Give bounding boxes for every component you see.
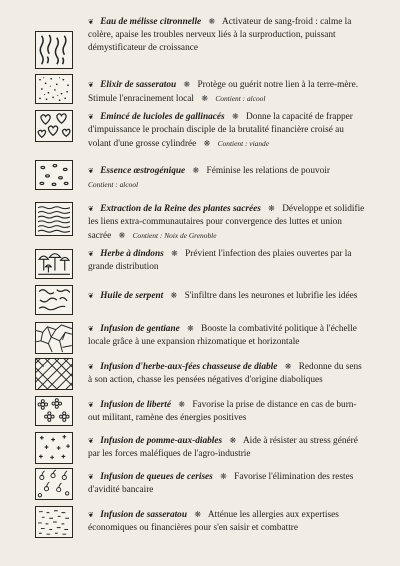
star-separator-icon: ❋	[170, 291, 178, 300]
cracked-cells-icon	[35, 322, 73, 354]
remedy-content-note: Contient : alcool	[88, 180, 139, 190]
bullet-icon: ❦	[88, 113, 94, 121]
remedy-name: Essence œstrogénique	[100, 166, 186, 176]
remedy-name: Infusion d'herbe-aux-fées chasseuse de diable	[100, 362, 278, 372]
remedy-name: Emincé de lucioles de gallinacés	[100, 112, 225, 122]
remedy-description: Développe et solidifie les liens extra-communautaires pour convergence des luttes et union sacrée	[88, 204, 365, 242]
scattered-seeds-icon	[35, 160, 73, 190]
flowers-pattern-icon	[35, 396, 73, 426]
remedy-description: S'infiltre dans les neurones et lubrifie les idées	[184, 291, 358, 301]
bullet-icon: ❦	[88, 292, 94, 300]
bullet-icon: ❦	[88, 205, 94, 213]
remedy-description: Favorise l'élimination des restes d'avidité bancaire	[88, 472, 354, 496]
bullet-icon: ❦	[88, 401, 94, 409]
star-separator-icon: ❋	[171, 249, 178, 258]
remedy-name: Eau de mélisse citronnelle	[100, 17, 202, 27]
cherries-pattern-icon	[35, 468, 73, 500]
hearts-pattern-icon	[35, 110, 73, 142]
remedy-description: Activateur de sang-froid : calme la colère, apaise les troubles nerveux liés à la surproduction, puissant démystificateur de croissance	[88, 17, 352, 54]
star-separator-icon: ❋	[183, 80, 191, 89]
remedy-content-note: Contient : alcool	[215, 94, 266, 104]
star-separator-icon: ❋	[178, 400, 186, 409]
star-separator-icon: ❋	[201, 94, 209, 104]
remedy-description: Aide à résister au stress généré par les forces maléfiques de l'agro-industrie	[88, 436, 358, 460]
bullet-icon: ❦	[88, 363, 94, 371]
remedy-content-note: Contient : viande	[217, 139, 269, 149]
remedy-description: Favorise la prise de distance en cas de burn-out militant, ramène des énergies positives	[88, 400, 357, 424]
star-separator-icon: ❋	[232, 112, 239, 121]
remedy-name: Infusion de liberté	[100, 400, 171, 410]
star-separator-icon: ❋	[220, 472, 227, 481]
remedy-name: Infusion de pomme-aux-diables	[100, 436, 223, 446]
star-separator-icon: ❋	[208, 17, 216, 26]
remedy-name: Infusion de gentiane	[100, 324, 180, 334]
star-separator-icon: ❋	[203, 139, 211, 149]
remedy-description: Booste la combativité politique à l'échelle locale grâce à une expansion rhizomatique et horizontale	[88, 324, 357, 348]
remedy-name: Infusion de queues de cerises	[100, 472, 213, 482]
remedy-description: Protège ou guérit notre lien à la terre-mère. Stimule l'enracinement local	[88, 80, 359, 105]
bullet-icon: ❦	[88, 250, 94, 258]
bullet-icon: ❦	[88, 325, 94, 333]
bullet-icon: ❦	[88, 437, 94, 445]
remedy-content-note: Contient : Noix de Grenoble	[132, 231, 217, 241]
bullet-icon: ❦	[88, 473, 94, 481]
star-separator-icon: ❋	[118, 231, 126, 241]
crosshatch-icon	[35, 358, 73, 390]
speckled-pattern-icon	[35, 74, 73, 104]
snakes-icon	[35, 285, 73, 315]
star-separator-icon: ❋	[284, 362, 292, 371]
wavy-lines-icon	[35, 31, 73, 69]
star-separator-icon: ❋	[192, 166, 200, 175]
remedy-description: Redonne du sens à son action, chasse les pensées négatives d'origine diaboliques	[88, 362, 362, 386]
bullet-icon: ❦	[88, 81, 94, 89]
remedy-description: Prévient l'infection des plaies ouvertes par la grande distribution	[88, 249, 352, 273]
star-separator-icon: ❋	[187, 324, 194, 333]
remedy-description: Atténue les allergies aux expertises économiques ou financières pour s'en saisir et combattre	[88, 510, 339, 534]
bullet-icon: ❦	[88, 167, 94, 175]
remedy-description: Féminise les relations de pouvoir	[206, 166, 330, 176]
bullet-icon: ❦	[88, 511, 94, 519]
dashes-pattern-icon	[35, 506, 73, 538]
remedy-description: Donne la capacité de frapper d'impuissance le prochain disciple de la brutalité financière croisé au volant d'une grosse cylindrée	[88, 112, 353, 150]
wavy-stripes-icon	[35, 202, 73, 236]
star-separator-icon: ❋	[268, 204, 275, 213]
remedy-name: Elixir de sasseratou	[100, 80, 177, 90]
mushrooms-icon	[35, 249, 73, 279]
crosses-pattern-icon	[35, 432, 73, 464]
remedy-name: Infusion de sasseratou	[100, 510, 187, 520]
star-separator-icon: ❋	[194, 510, 202, 519]
bullet-icon: ❦	[88, 18, 94, 26]
remedy-name: Extraction de la Reine des plantes sacrées	[100, 204, 261, 214]
star-separator-icon: ❋	[229, 436, 237, 445]
remedy-name: Herbe à dindons	[100, 249, 164, 259]
remedy-name: Huile de serpent	[100, 291, 164, 301]
